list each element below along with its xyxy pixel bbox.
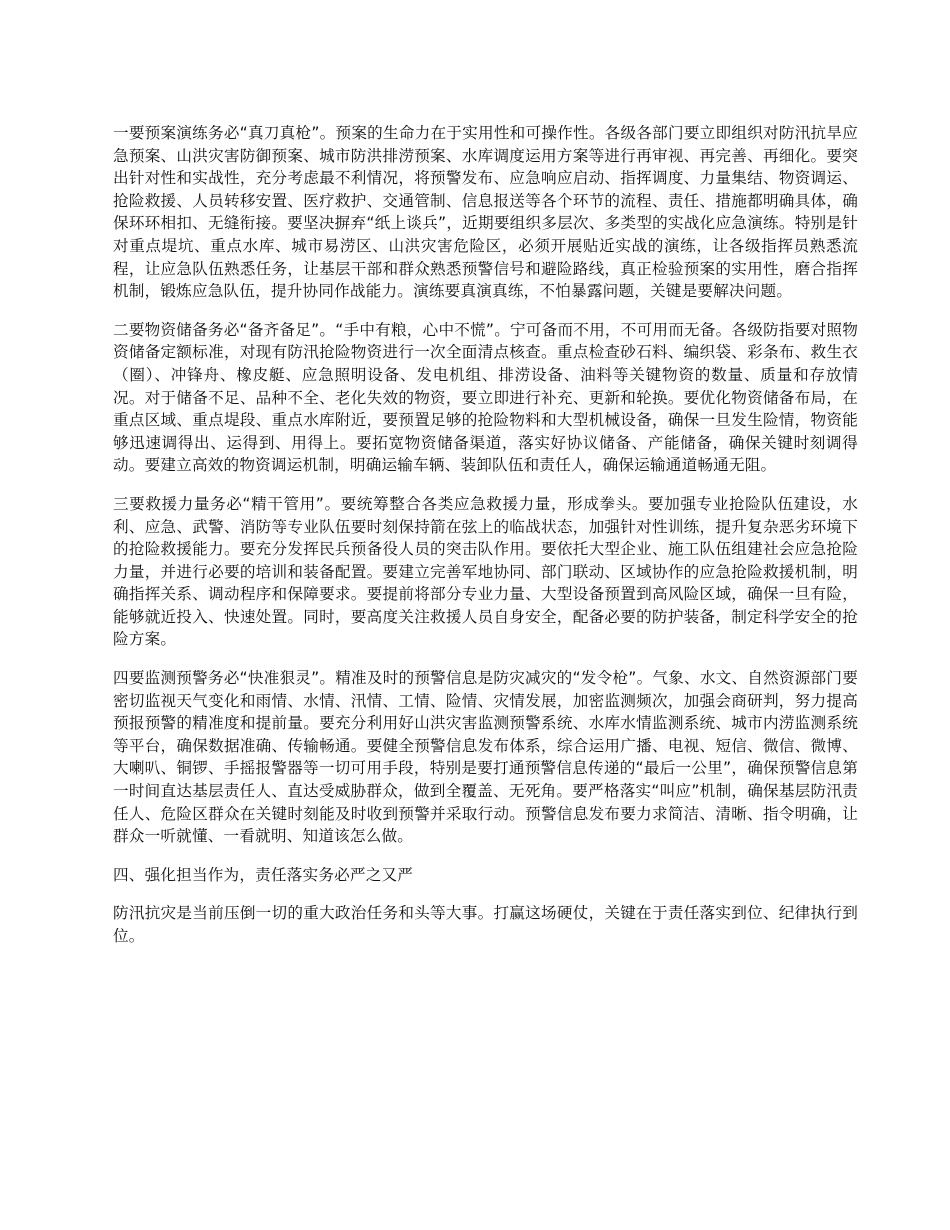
paragraph-plan-drills: 一要预案演练务必“真刀真枪”。预案的生命力在于实用性和可操作性。各级各部门要立即组织对防汛抗旱应急预案、山洪灾害防御预案、城市防洪排涝预案、水库调度运用方案等进行再审视、再完善、再细化。要突出针对性和实战性，充分考虑最不利情况，将预警发布、应急响应启动、指挥调度、力量集结、物资调运、抢险救援、人员转移安置、医疗救护、交通管制、信息报送等各个环节的流程、责任、措施都明确具体，确保环环相扣、无缝衔接。要坚决摒弃“纸上谈兵”，近期要组织多层次、多类型的实战化应急演练。特别是针对重点堤坑、重点水库、城市易涝区、山洪灾害危险区，必须开展贴近实战的演练，让各级指挥员熟悉流程，让应急队伍熟悉任务，让基层干部和群众熟悉预警信号和避险路线，真正检验预案的实用性，磨合指挥机制，锻炼应急队伍，提升协同作战能力。演练要真演真练，不怕暴露问题，关键是要解决问题。 xyxy=(113,124,858,301)
paragraph-rescue-forces: 三要救援力量务必“精干管用”。要统筹整合各类应急救援力量，形成拳头。要加强专业抢险队伍建设，水利、应急、武警、消防等专业队伍要时刻保持箭在弦上的临战状态，加强针对性训练，提升复杂恶劣环境下的抢险救援能力。要充分发挥民兵预备役人员的突击队作用。要依托大型企业、施工队伍组建社会应急抢险力量，并进行必要的培训和装备配置。要建立完善军地协同、部门联动、区域协作的应急抢险救援机制，明确指挥关系、调动程序和保障要求。要提前将部分专业力量、大型设备预置到高风险区域，确保一旦有险，能够就近投入、快速处置。同时，要高度关注救援人员自身安全，配备必要的防护装备，制定科学安全的抢险方案。 xyxy=(113,494,858,649)
section-heading: 四、强化担当作为，责任落实务必严之又严 xyxy=(113,865,414,884)
paragraph-monitoring-warning: 四要监测预警务必“快准狠灵”。精准及时的预警信息是防灾减灾的“发令枪”。气象、水文、自然资源部门要密切监视天气变化和雨情、水情、汛情、工情、险情、灾情发展，加密监测频次，加强会商研判，努力提高预报预警的精准度和提前量。要充分利用好山洪灾害监测预警系统、水库水情监测系统、城市内涝监测系统等平台，确保数据准确、传输畅通。要健全预警信息发布体系，综合运用广播、电视、短信、微信、微博、大喇叭、铜锣、手摇报警器等一切可用手段，特别是要打通预警信息传递的“最后一公里”，确保预警信息第一时间直达基层责任人、直达受威胁群众，做到全覆盖、无死角。要严格落实“叫应”机制，确保基层防汛责任人、危险区群众在关键时刻能及时收到预警并采取行动。预警信息发布要力求简洁、清晰、指令明确，让群众一听就懂、一看就明、知道该怎么做。 xyxy=(113,669,858,846)
paragraph-material-reserves: 二要物资储备务必“备齐备足”。“手中有粮，心中不慌”。宁可备而不用，不可用而无备。各级防指要对照物资储备定额标准，对现有防汛抢险物资进行一次全面清点核查。重点检查砂石料、编织袋、彩条布、救生衣（圈）、冲锋舟、橡皮艇、应急照明设备、发电机组、排涝设备、油料等关键物资的数量、质量和存放情况。对于储备不足、品种不全、老化失效的物资，要立即进行补充、更新和轮换。要优化物资储备布局，在重点区域、重点堤段、重点水库附近，要预置足够的抢险物料和大型机械设备，确保一旦发生险情，物资能够迅速调得出、运得到、用得上。要拓宽物资储备渠道，落实好协议储备、产能储备，确保关键时刻调得动。要建立高效的物资调运机制，明确运输车辆、装卸队伍和责任人，确保运输通道畅通无阻。 xyxy=(113,320,858,475)
document-body xyxy=(113,122,858,964)
paragraph-closing: 防汛抗灾是当前压倒一切的重大政治任务和头等大事。打赢这场硬仗，关键在于责任落实到位、纪律执行到位。 xyxy=(113,904,858,945)
